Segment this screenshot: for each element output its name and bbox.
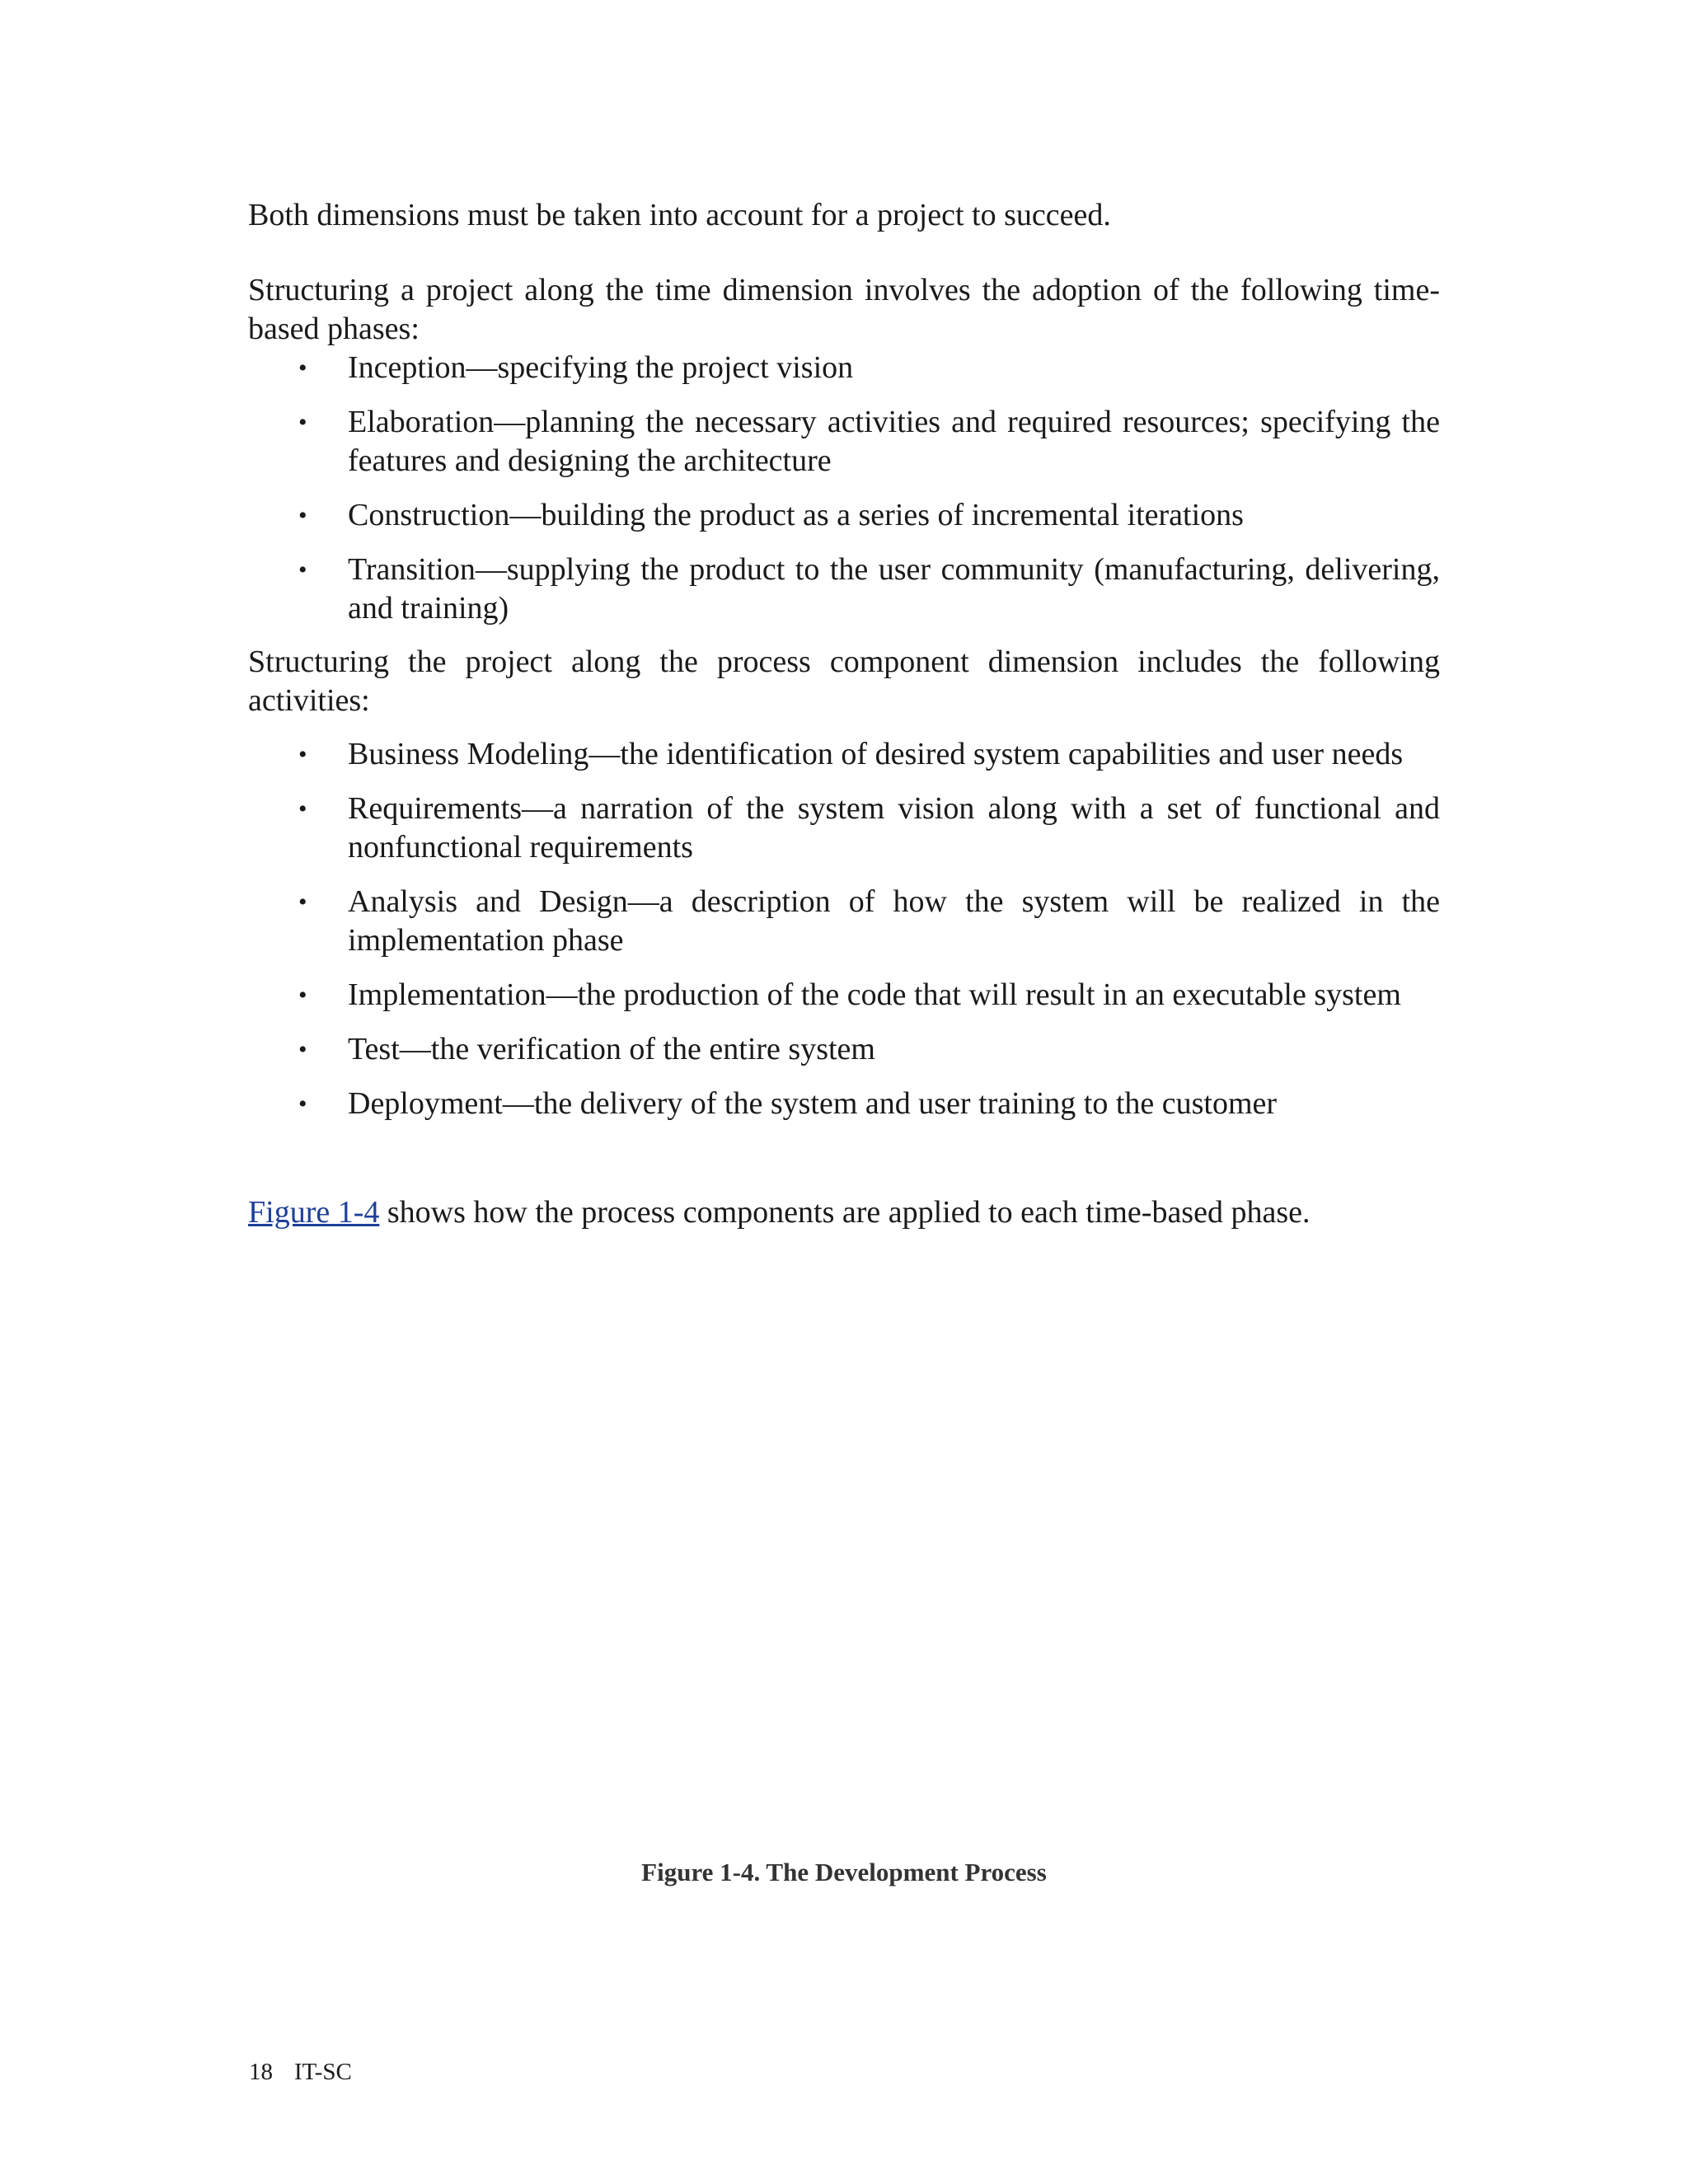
list-item-text: Analysis and Design—a description of how the system will be realized in the implementation phase [348, 884, 1440, 958]
time-phases-list [248, 349, 1440, 628]
list-item [248, 496, 1440, 535]
list-item [248, 1030, 1440, 1069]
bullet-icon: • [298, 502, 307, 529]
list-item-text: Construction—building the product as a series of incremental iterations [348, 498, 1244, 532]
footer-label: IT-SC [294, 2059, 352, 2085]
figure-link[interactable]: Figure 1-4 [248, 1195, 380, 1230]
list-item [248, 551, 1440, 628]
bullet-icon: • [298, 888, 307, 916]
paragraph-process-dimension: Structuring the project along the process component dimension includes the following activities: [248, 644, 1440, 718]
list-item-text: Transition—supplying the product to the user community (manufacturing, delivering, and training) [348, 552, 1440, 626]
paragraph-figure-reference [248, 1193, 1440, 1232]
figure-caption: Figure 1-4. The Development Process [641, 1858, 1047, 1886]
bullet-icon: • [298, 795, 307, 823]
list-item [248, 790, 1440, 867]
body-text [248, 196, 1440, 1232]
bullet-icon: • [298, 556, 307, 583]
page-footer [249, 2057, 352, 2087]
list-item [248, 976, 1440, 1015]
bullet-icon: • [298, 741, 307, 768]
list-item-text: Inception—specifying the project vision [348, 350, 854, 385]
paragraph-intro: Both dimensions must be taken into account for a project to succeed. [248, 198, 1111, 232]
list-item [248, 403, 1440, 480]
list-item [248, 349, 1440, 387]
list-item [248, 735, 1440, 774]
bullet-icon: • [298, 982, 307, 1009]
list-item [248, 883, 1440, 960]
list-item-text: Implementation—the production of the code that will result in an executable system [348, 977, 1401, 1012]
list-item-text: Deployment—the delivery of the system and user training to the customer [348, 1086, 1278, 1121]
bullet-icon: • [298, 1036, 307, 1063]
list-item-text: Elaboration—planning the necessary activities and required resources; specifying the features and designing the architecture [348, 405, 1440, 478]
list-item [248, 1085, 1440, 1123]
list-item-text: Requirements—a narration of the system vision along with a set of functional and nonfunctional requirements [348, 791, 1440, 865]
bullet-icon: • [298, 354, 307, 382]
figure-reference-text: shows how the process components are applied to each time-based phase. [379, 1195, 1311, 1230]
list-item-text: Test—the verification of the entire system [348, 1032, 875, 1066]
process-activities-list [248, 735, 1440, 1123]
page-number: 18 [249, 2059, 273, 2085]
bullet-icon: • [298, 1090, 307, 1118]
bullet-icon: • [298, 409, 307, 436]
paragraph-time-dimension: Structuring a project along the time dimension involves the adoption of the following time-based phases: [248, 273, 1440, 346]
list-item-text: Business Modeling—the identification of desired system capabilities and user needs [348, 737, 1404, 771]
